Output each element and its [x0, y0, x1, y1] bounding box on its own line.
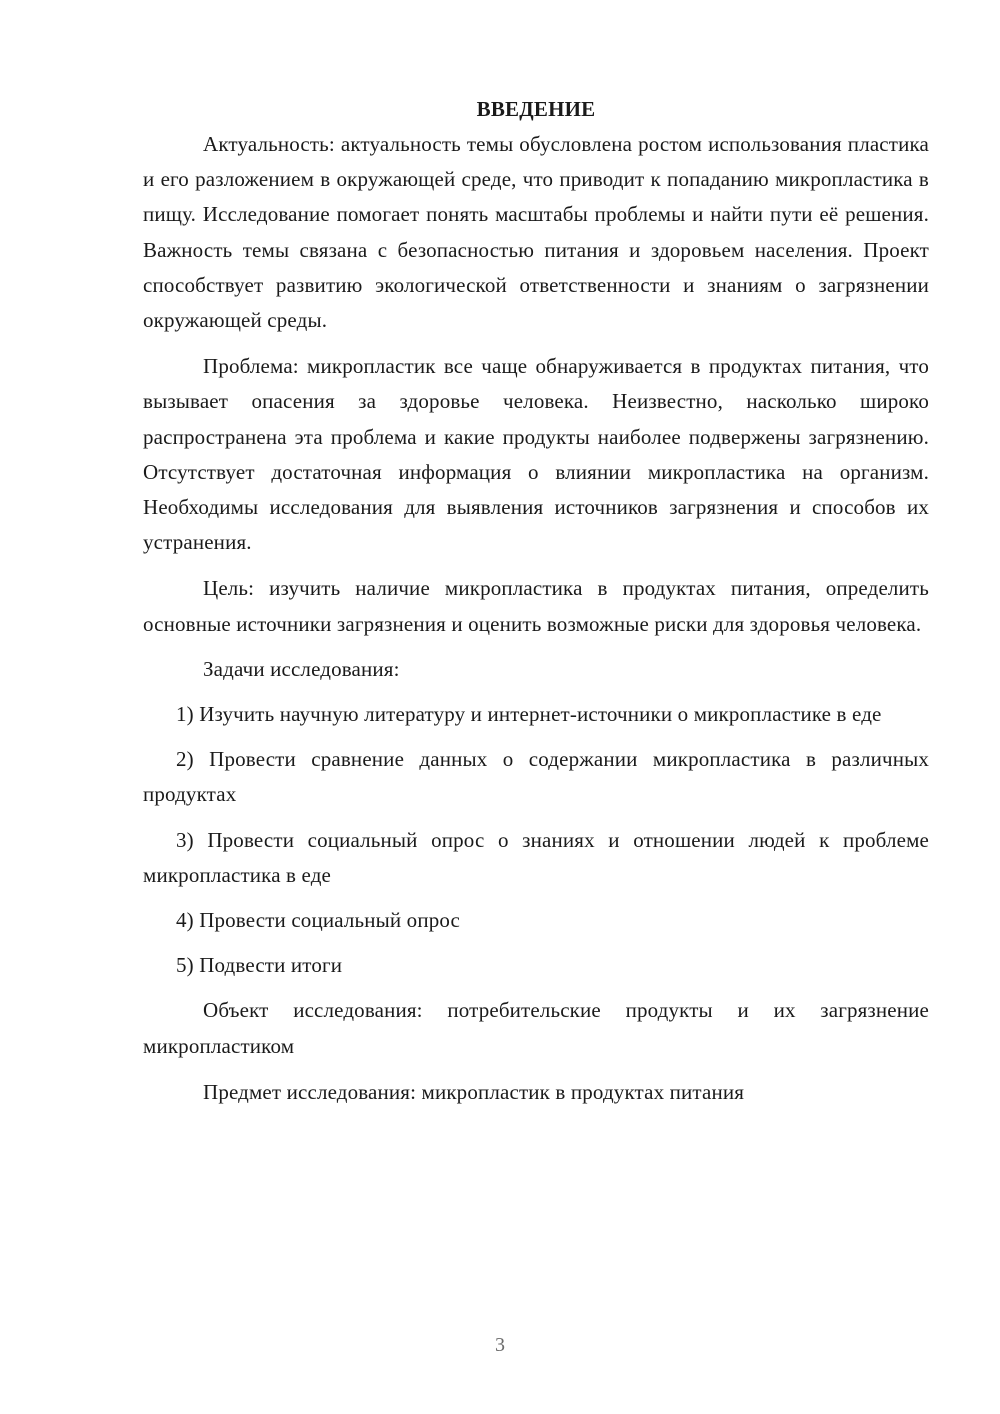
page-heading: ВВЕДЕНИЕ: [476, 97, 596, 121]
task-item-1: 1) Изучить научную литературу и интернет-источники о микропластике в еде: [176, 702, 882, 727]
task-item-3: 3) Провести социальный опрос о знаниях и отношении людей к проблеме микропластика в еде: [143, 827, 929, 887]
document-page: [143, 92, 929, 1110]
page-number: 3: [495, 1334, 505, 1356]
goal-paragraph: Цель: изучить наличие микропластика в продуктах питания, определить основные источники загрязнения и оценить возможные риски для здоровья человека.: [143, 576, 929, 636]
task-item-5: 5) Подвести итоги: [176, 953, 343, 978]
problem-paragraph: Проблема: микропластик все чаще обнаруживается в продуктах питания, что вызывает опасения за здоровье человека. Неизвестно, насколько широко распространена эта проблема и какие продукты наиболее подвержены загрязнению. Отсутствует достаточная информация о влиянии микропластика на организм. Необходимы исследования для выявления источников загрязнения и способов их устранения.: [143, 354, 929, 555]
object-paragraph: Объект исследования: потребительские продукты и их загрязнение микропластиком: [143, 998, 929, 1058]
subject-paragraph: Предмет исследования: микропластик в продуктах питания: [203, 1079, 745, 1104]
relevance-paragraph: Актуальность: актуальность темы обусловлена ростом использования пластика и его разложением в окружающей среде, что приводит к попаданию микропластика в пищу. Исследование помогает понять масштабы проблемы и найти пути её решения. Важность темы связана с безопасностью питания и здоровьем населения. Проект способствует развитию экологической ответственности и знаниям о загрязнении окружающей среды.: [143, 132, 929, 333]
task-item-4: 4) Провести социальный опрос: [176, 908, 461, 933]
tasks-title: Задачи исследования:: [203, 656, 400, 681]
task-item-2: 2) Провести сравнение данных о содержании микропластика в различных продуктах: [143, 747, 929, 807]
